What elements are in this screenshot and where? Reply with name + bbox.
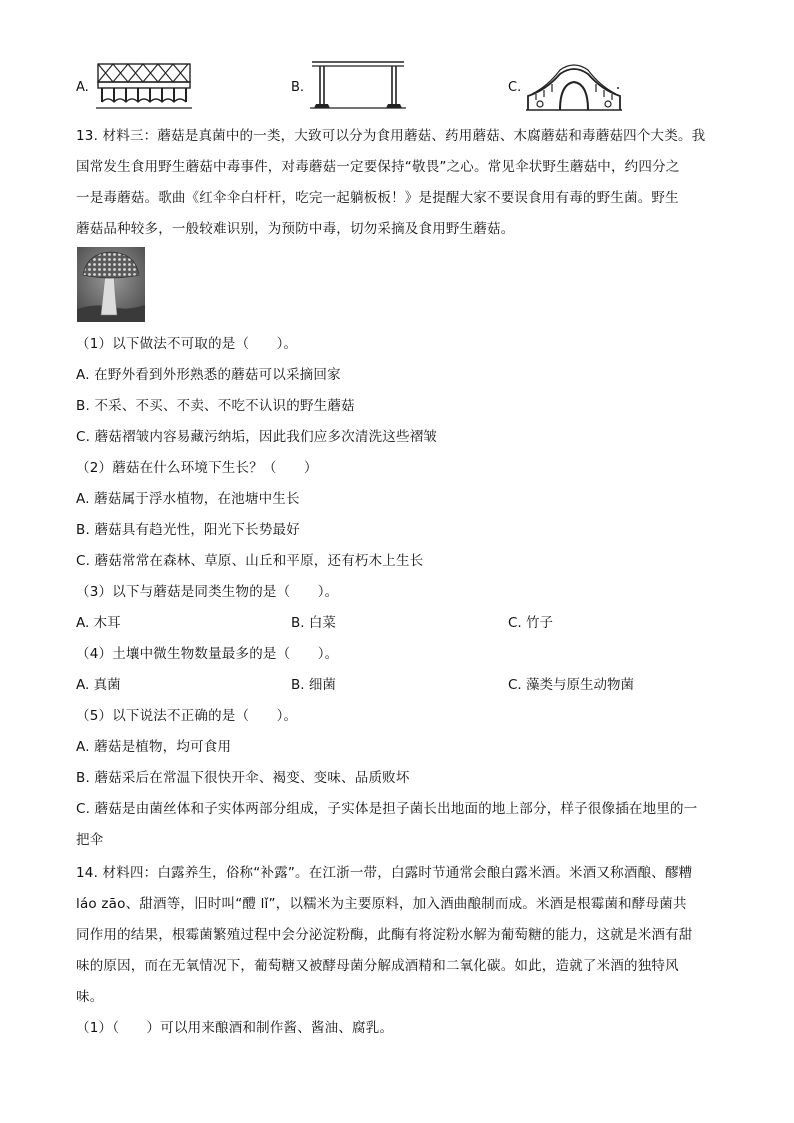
q13-sub5-question: （5）以下说法不正确的是（ ）。	[76, 708, 298, 724]
mushroom-photo	[77, 247, 145, 322]
q13-sub3-option-b: B. 白菜	[291, 615, 336, 631]
q13-sub3-option-c: C. 竹子	[508, 615, 554, 631]
q13-sub5-option-c: C. 蘑菇是由菌丝体和子实体两部分组成，子实体是担子菌长出地面的地上部分，样子很像插在地里的一	[76, 801, 698, 817]
q13-paragraph-line-1: 13. 材料三：蘑菇是真菌中的一类，大致可以分为食用蘑菇、药用蘑菇、木腐蘑菇和毒蘑菇四个大类。我	[76, 128, 706, 144]
q14-paragraph-line-4: 味的原因，而在无氧情况下，葡萄糖又被酵母菌分解成酒精和二氧化碳。如此，造就了米酒的独特风	[76, 958, 679, 974]
q13-sub4-option-b: B. 细菌	[291, 677, 336, 693]
truss-bridge-figure	[96, 62, 192, 110]
q14-paragraph-line-2: láo zāo、甜酒等，旧时叫“醴 lǐ”，以糯米为主要原料，加入酒曲酿制而成。米酒是根霉菌和酵母菌共	[76, 896, 687, 912]
q13-sub1-option-a: A. 在野外看到外形熟悉的蘑菇可以采摘回家	[76, 367, 341, 383]
beam-bridge-figure	[310, 56, 406, 112]
q13-sub5-option-b: B. 蘑菇采后在常温下很快开伞、褐变、变味、品质败坏	[76, 770, 410, 786]
q13-sub1-option-b: B. 不采、不买、不卖、不吃不认识的野生蘑菇	[76, 398, 355, 414]
q14-paragraph-line-1: 14. 材料四：白露养生，俗称“补露”。在江浙一带，白露时节通常会酿白露米酒。米酒又称酒酿、醪糟	[76, 865, 693, 881]
q13-sub1-question: （1）以下做法不可取的是（ ）。	[76, 336, 298, 352]
q14-sub1-question: （1）（ ）可以用来酿酒和制作酱、酱油、腐乳。	[76, 1020, 394, 1036]
q13-sub3-question: （3）以下与蘑菇是同类生物的是（ ）。	[76, 584, 339, 600]
q13-sub2-option-c: C. 蘑菇常常在森林、草原、山丘和平原，还有朽木上生长	[76, 553, 424, 569]
q13-sub4-question: （4）土壤中微生物数量最多的是（ ）。	[76, 646, 339, 662]
q13-paragraph-line-3: 一是毒蘑菇。歌曲《红伞伞白杆杆，吃完一起躺板板！》是提醒大家不要误食用有毒的野生菌。野生	[76, 190, 679, 206]
q13-sub4-option-c: C. 藻类与原生动物菌	[508, 677, 635, 693]
q13-paragraph-line-2: 国常发生食用野生蘑菇中毒事件，对毒蘑菇一定要保持“敬畏”之心。常见伞状野生蘑菇中，约四分之	[76, 159, 680, 175]
q13-sub5-option-c-continued: 把伞	[76, 832, 104, 848]
option-a-label: A.	[76, 80, 89, 95]
q13-sub1-option-c: C. 蘑菇褶皱内容易藏污纳垢，因此我们应多次清洗这些褶皱	[76, 429, 438, 445]
q13-paragraph-line-4: 蘑菇品种较多，一般较难识别，为预防中毒，切勿采摘及食用野生蘑菇。	[76, 221, 515, 237]
option-b-label: B.	[291, 80, 305, 95]
q13-sub4-option-a: A. 真菌	[76, 677, 121, 693]
arch-bridge-figure	[526, 60, 622, 112]
q13-sub5-option-a: A. 蘑菇是植物，均可食用	[76, 739, 232, 755]
q13-sub3-option-a: A. 木耳	[76, 615, 121, 631]
option-c-label: C.	[508, 80, 522, 95]
q13-sub3-options	[76, 614, 726, 634]
q13-sub2-option-a: A. 蘑菇属于浮水植物，在池塘中生长	[76, 491, 300, 507]
q13-sub2-option-b: B. 蘑菇具有趋光性，阳光下长势最好	[76, 522, 300, 538]
q13-sub4-options	[76, 676, 726, 696]
q14-paragraph-line-3: 同作用的结果，根霉菌繁殖过程中会分泌淀粉酶，此酶有将淀粉水解为葡萄糖的能力，这就是米酒有甜	[76, 927, 693, 943]
q14-paragraph-line-5: 味。	[76, 989, 104, 1005]
q13-sub2-question: （2）蘑菇在什么环境下生长？（ ）	[76, 460, 318, 476]
